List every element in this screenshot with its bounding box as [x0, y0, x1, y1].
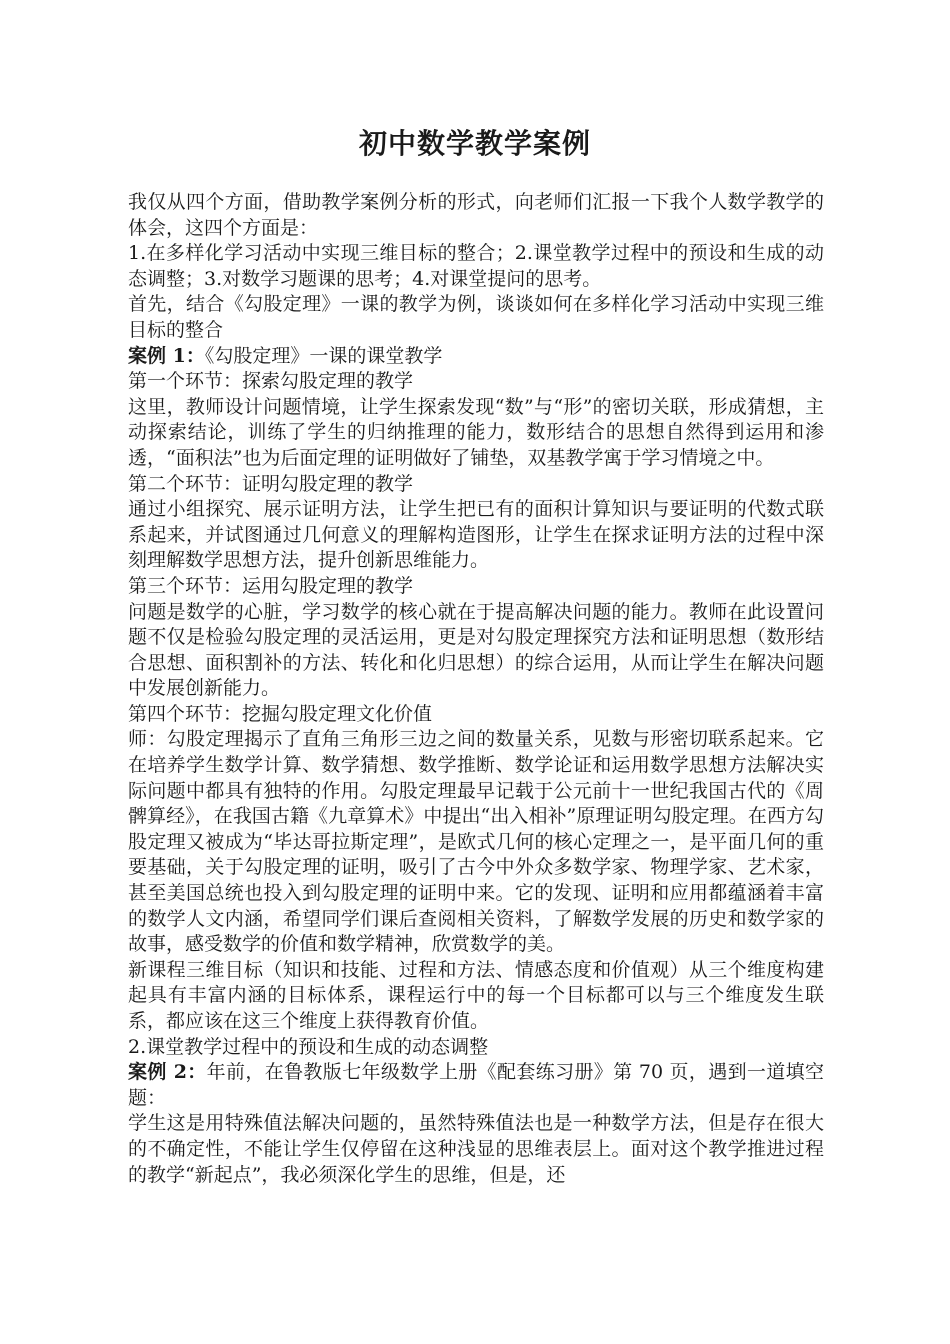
paragraph-intro: 我仅从四个方面，借助教学案例分析的形式，向老师们汇报一下我个人数学教学的体会，这四个方面是：	[128, 191, 824, 239]
paragraph-step-2: 通过小组探究、展示证明方法，让学生把已有的面积计算知识与要证明的代数式联系起来，并试图通过几何意义的理解构造图形，让学生在探求证明方法的过程中深刻理解数学思想方法，提升创新思维能力。	[128, 498, 824, 572]
step-2-heading: 第二个环节：证明勾股定理的教学	[128, 472, 414, 495]
case-2-paragraph	[128, 1060, 824, 1111]
case-2-label: 案例 2：	[128, 1061, 207, 1084]
paragraph-four-aspects: 1.在多样化学习活动中实现三维目标的整合；2.课堂教学过程中的预设和生成的动态调整；3.对数学习题课的思考；4.对课堂提问的思考。	[128, 242, 824, 290]
paragraph-step-4: 师：勾股定理揭示了直角三角形三边之间的数量关系，见数与形密切联系起来。它在培养学生数学计算、数学猜想、数学推断、数学论证和运用数学思想方法解决实际问题中都具有独特的作用。勾股定理最早记载于公元前十一世纪我国古代的《周髀算经》，在我国古籍《九章算术》中提出“出入相补”原理证明勾股定理。在西方勾股定理又被成为“毕达哥拉斯定理”，是欧式几何的核心定理之一，是平面几何的重要基础，关于勾股定理的证明，吸引了古今中外众多数学家、物理学家、艺术家，甚至美国总统也投入到勾股定理的证明中来。它的发现、证明和应用都蕴涵着丰富的数学人文内涵，希望同学们课后查阅相关资料，了解数学发展的历史和数学家的故事，感受数学的价值和数学精神，欣赏数学的美。	[128, 728, 824, 956]
case-2-text: 年前，在鲁教版七年级数学上册《配套练习册》第 70 页，遇到一道填空题：	[128, 1061, 824, 1109]
step-3-heading: 第三个环节：运用勾股定理的教学	[128, 574, 414, 597]
step-1-heading: 第一个环节：探索勾股定理的教学	[128, 370, 414, 393]
case-1-title: 《勾股定理》一课的课堂教学	[204, 344, 443, 367]
case-1-label: 案例 1：	[128, 344, 205, 367]
section-2-heading: 2.课堂教学过程中的预设和生成的动态调整	[128, 1035, 489, 1058]
document-title: 初中数学教学案例	[358, 127, 591, 160]
paragraph-special-value: 学生这是用特殊值法解决问题的，虽然特殊值法也是一种数学方法，但是存在很大的不确定性，不能让学生仅停留在这种浅显的思维表层上。面对这个教学推进过程的教学“新起点”，我必须深化学生的思维，但是，还	[128, 1112, 824, 1186]
paragraph-first-aspect: 首先，结合《勾股定理》一课的教学为例，谈谈如何在多样化学习活动中实现三维目标的整合	[128, 293, 824, 341]
case-1-heading	[128, 344, 824, 370]
paragraph-three-dimensions: 新课程三维目标（知识和技能、过程和方法、情感态度和价值观）从三个维度构建起具有丰富内涵的目标体系，课程运行中的每一个目标都可以与三个维度发生联系，都应该在这三个维度上获得教育价值。	[128, 958, 824, 1032]
document-body	[128, 190, 824, 1188]
paragraph-step-3: 问题是数学的心脏，学习数学的核心就在于提高解决问题的能力。教师在此设置问题不仅是检验勾股定理的灵活运用，更是对勾股定理探究方法和证明思想（数形结合思想、面积割补的方法、转化和化归思想）的综合运用，从而让学生在解决问题中发展创新能力。	[128, 600, 824, 700]
paragraph-step-1: 这里，教师设计问题情境，让学生探索发现“数”与“形”的密切关联，形成猜想，主动探索结论，训练了学生的归纳推理的能力，数形结合的思想自然得到运用和渗透，“面积法”也为后面定理的证明做好了铺垫，双基教学寓于学习情境之中。	[128, 395, 824, 469]
step-4-heading: 第四个环节：挖掘勾股定理文化价值	[128, 702, 433, 725]
